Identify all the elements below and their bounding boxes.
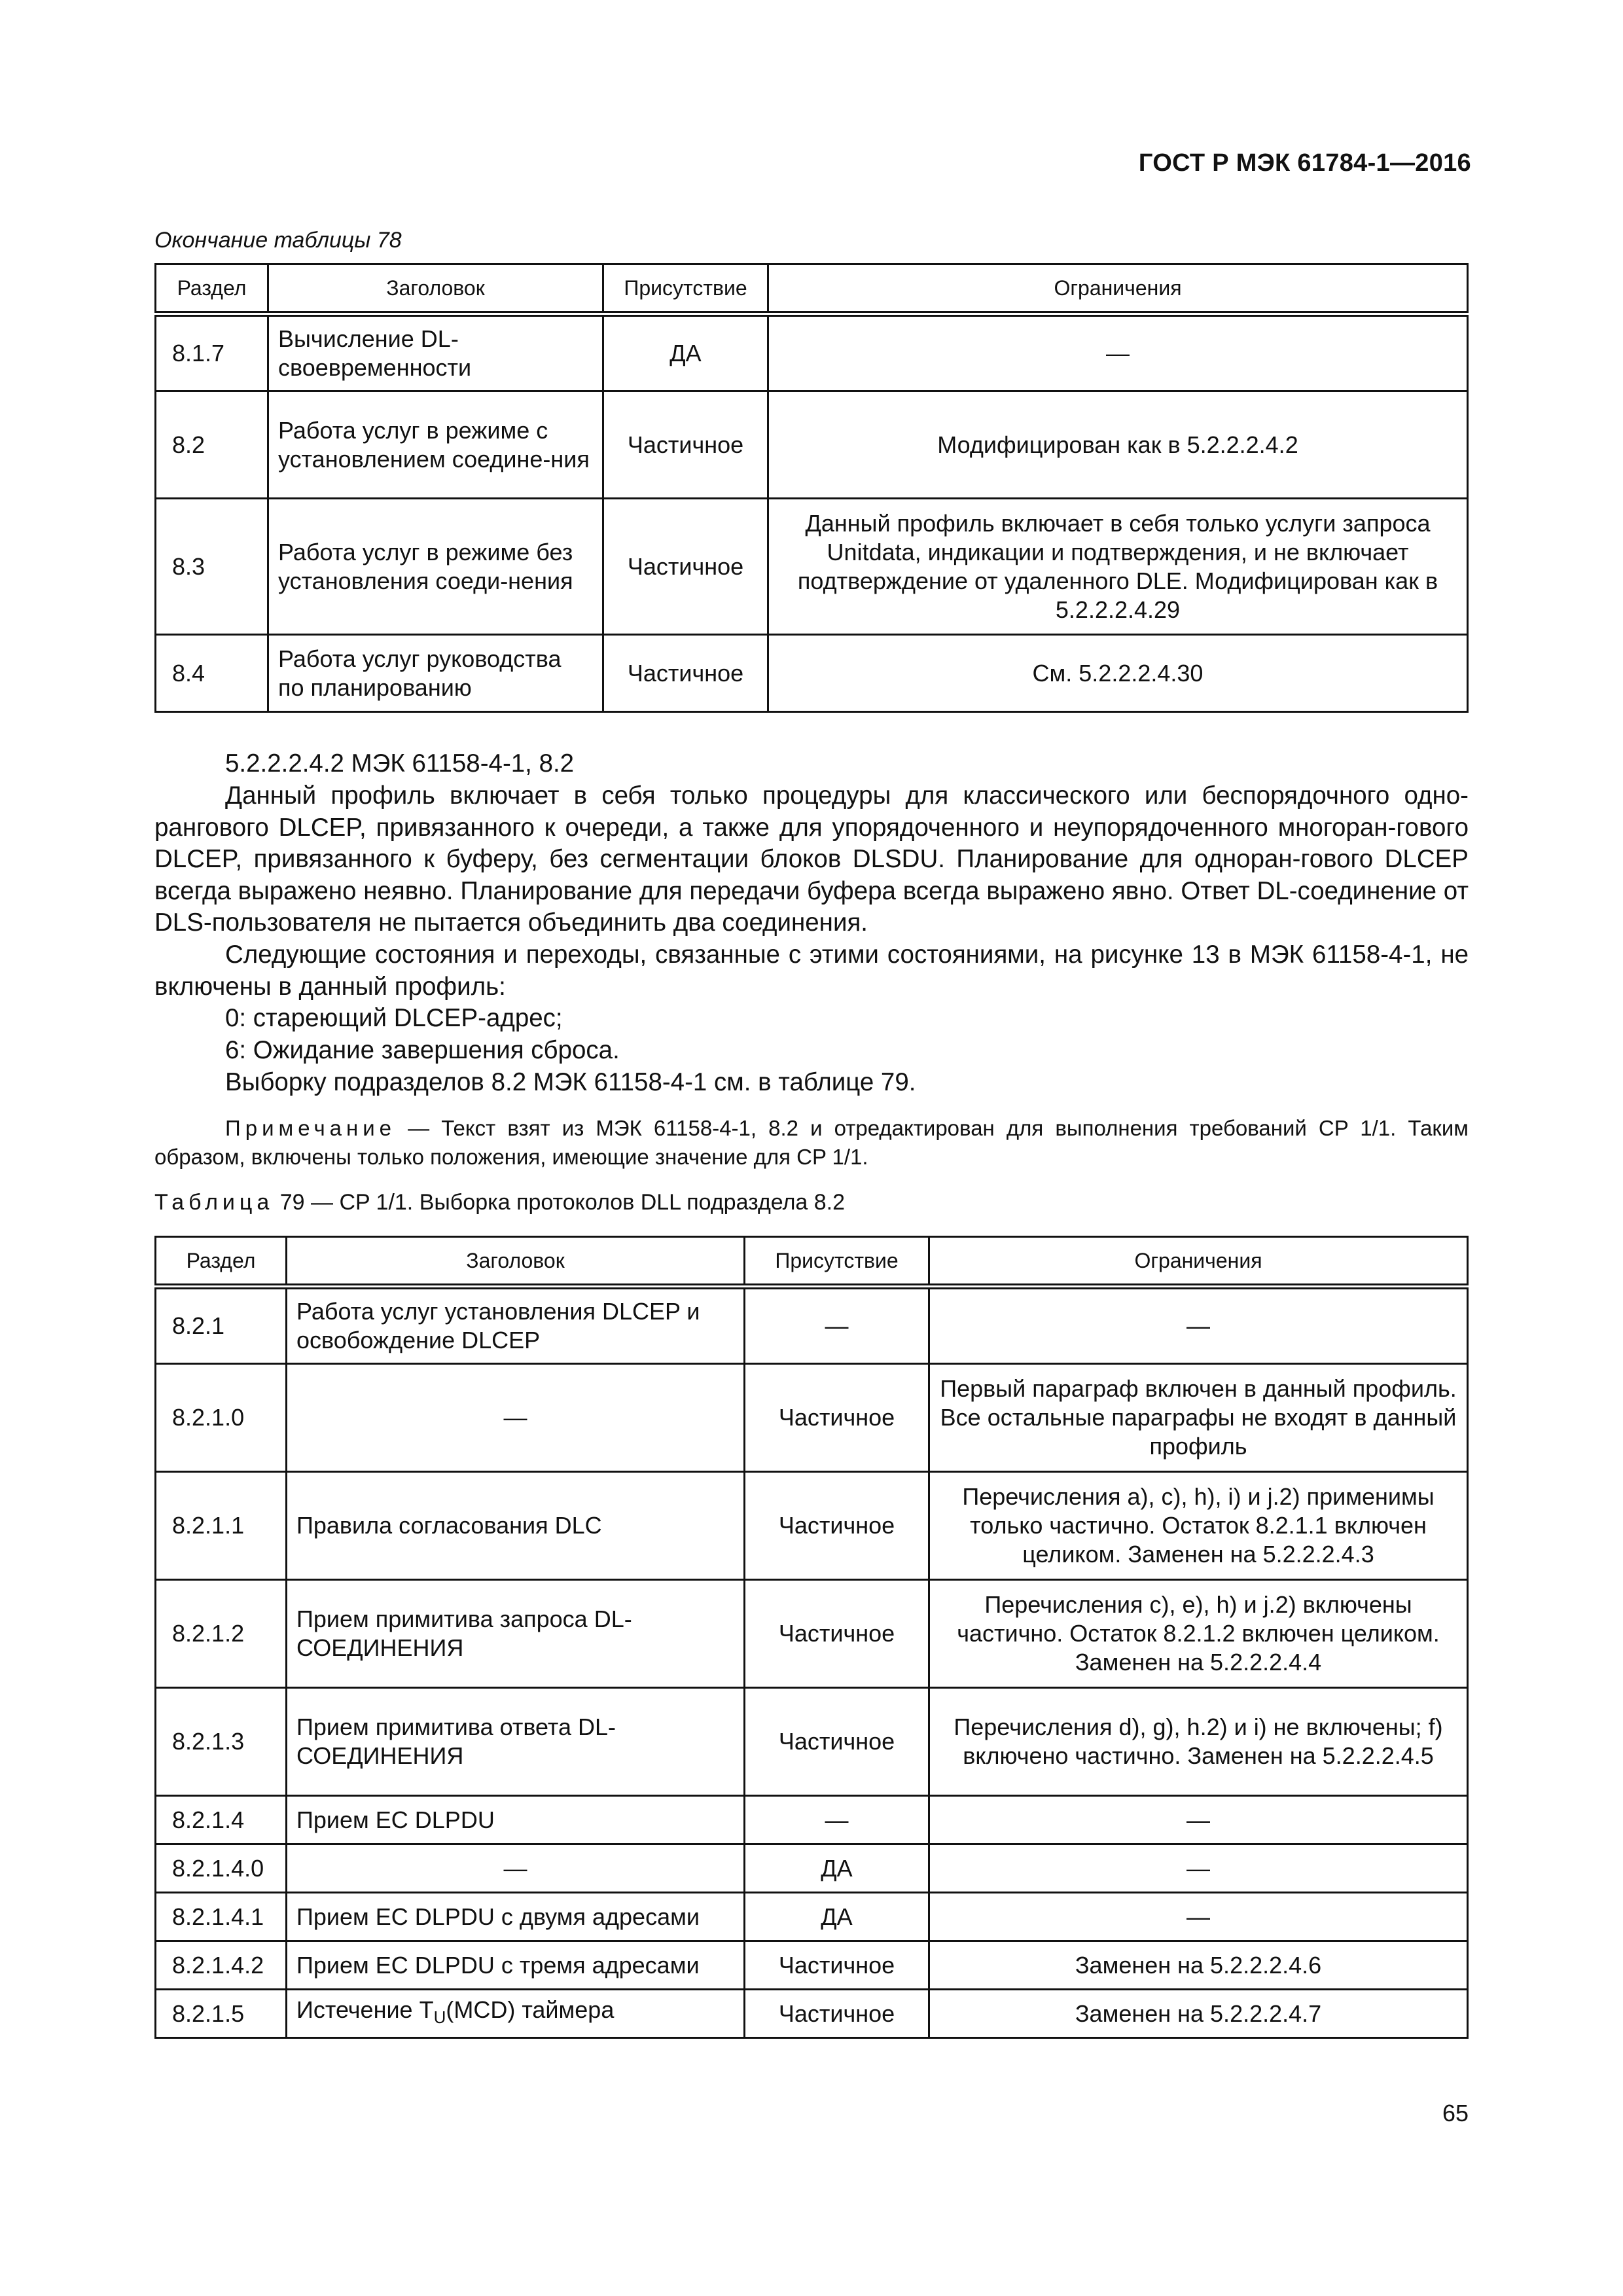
column-header-title: Заголовок bbox=[268, 264, 603, 314]
cell-title-subscript: U bbox=[433, 2007, 446, 2027]
cell-presence: Частичное bbox=[745, 1941, 929, 1990]
page-number: 65 bbox=[1442, 2100, 1469, 2126]
table-row bbox=[156, 391, 1468, 499]
cell-section: 8.2.1.3 bbox=[156, 1688, 287, 1796]
cell-limits: Перечисления a), c), h), i) и j.2) применимы только частично. Остаток 8.2.1.1 включен целиком. Заменен на 5.2.2.2.4.3 bbox=[929, 1472, 1468, 1580]
cell-limits: — bbox=[768, 314, 1468, 391]
cell-limits: Перечисления c), e), h) и j.2) включены частично. Остаток 8.2.1.2 включен целиком. Заменен на 5.2.2.2.4.4 bbox=[929, 1580, 1468, 1688]
cell-limits: — bbox=[929, 1287, 1468, 1364]
cell-presence: Частичное bbox=[603, 499, 768, 635]
cell-presence: Частичное bbox=[745, 1472, 929, 1580]
cell-limits: См. 5.2.2.2.4.30 bbox=[768, 635, 1468, 712]
cell-presence: Частичное bbox=[603, 391, 768, 499]
table-row bbox=[156, 1844, 1468, 1893]
table-row bbox=[156, 499, 1468, 635]
cell-section: 8.4 bbox=[156, 635, 268, 712]
cell-limits: Перечисления d), g), h.2) и i) не включены; f) включено частично. Заменен на 5.2.2.2.4.5 bbox=[929, 1688, 1468, 1796]
column-header-presence: Присутствие bbox=[603, 264, 768, 314]
table-row bbox=[156, 314, 1468, 391]
paragraph: Данный профиль включает в себя только процедуры для классического или беспорядочного одно-рангового DLCEP, привязанного к очереди, а также для упорядоченного и неупорядоченного многоран-гового DLCEP, привязанного к буферу, без сегментации блоков DLSDU. Планирование для одноран-гового DLCEP всегда выражено неявно. Планирование для передачи буфера всегда выражено явно. Ответ DL-соединение от DLS-пользователя не пытается объединить два соединения. bbox=[154, 781, 1469, 937]
table-79 bbox=[154, 1236, 1469, 2039]
cell-presence: ДА bbox=[745, 1893, 929, 1941]
table-row bbox=[156, 1796, 1468, 1844]
cell-section: 8.2.1.2 bbox=[156, 1580, 287, 1688]
cell-title-text: Истечение T bbox=[296, 1996, 434, 2023]
cell-presence: Частичное bbox=[745, 1990, 929, 2038]
cell-presence: ДА bbox=[745, 1844, 929, 1893]
note-text: — Текст взят из МЭК 61158-4-1, 8.2 и отредактирован для выполнения требований CP 1/1. Таким образом, включены только положения, имеющие значение для CP 1/1. bbox=[154, 1116, 1469, 1169]
cell-section: 8.2.1.4.1 bbox=[156, 1893, 287, 1941]
cell-presence: ДА bbox=[603, 314, 768, 391]
cell-limits: — bbox=[929, 1893, 1468, 1941]
table-row bbox=[156, 1580, 1468, 1688]
table-header-row bbox=[156, 1237, 1468, 1287]
cell-section: 8.2.1.4.0 bbox=[156, 1844, 287, 1893]
column-header-section: Раздел bbox=[156, 1237, 287, 1287]
cell-title: Прием примитива ответа DL-СОЕДИНЕНИЯ bbox=[287, 1688, 745, 1796]
table-row bbox=[156, 1893, 1468, 1941]
column-header-section: Раздел bbox=[156, 264, 268, 314]
cell-section: 8.1.7 bbox=[156, 314, 268, 391]
table-row bbox=[156, 635, 1468, 712]
cell-limits: Заменен на 5.2.2.2.4.6 bbox=[929, 1941, 1468, 1990]
table-row bbox=[156, 1990, 1468, 2038]
cell-title: Прием EC DLPDU с тремя адресами bbox=[287, 1941, 745, 1990]
cell-section: 8.2.1.0 bbox=[156, 1364, 287, 1472]
cell-title: Вычисление DL-своевременности bbox=[268, 314, 603, 391]
cell-presence: Частичное bbox=[745, 1580, 929, 1688]
cell-title: Правила согласования DLC bbox=[287, 1472, 745, 1580]
table-78-caption: Окончание таблицы 78 bbox=[154, 228, 402, 253]
paragraph: Следующие состояния и переходы, связанные с этими состояниями, на рисунке 13 в МЭК 61158-4-1, не включены в данный профиль: bbox=[154, 941, 1469, 1001]
table-79-caption bbox=[154, 1190, 845, 1215]
document-id: ГОСТ Р МЭК 61784-1—2016 bbox=[1138, 149, 1471, 177]
column-header-presence: Присутствие bbox=[745, 1237, 929, 1287]
cell-limits: Данный профиль включает в себя только услуги запроса Unitdata, индикации и подтверждения, и не включает подтверждение от удаленного DLE. Модифицирован как в 5.2.2.2.4.29 bbox=[768, 499, 1468, 635]
table-row bbox=[156, 1941, 1468, 1990]
table-79-caption-label: Таблица bbox=[154, 1190, 274, 1215]
table-78 bbox=[154, 263, 1469, 713]
cell-title bbox=[287, 1990, 745, 2038]
table-79-caption-text: 79 — CP 1/1. Выборка протоколов DLL подраздела 8.2 bbox=[274, 1190, 846, 1215]
cell-presence: Частичное bbox=[603, 635, 768, 712]
cell-title: Работа услуг в режиме с установлением соедине-ния bbox=[268, 391, 603, 499]
cell-section: 8.2.1.4 bbox=[156, 1796, 287, 1844]
paragraph: Выборку подразделов 8.2 МЭК 61158-4-1 см. в таблице 79. bbox=[225, 1068, 916, 1096]
cell-title: Прием примитива запроса DL-СОЕДИНЕНИЯ bbox=[287, 1580, 745, 1688]
cell-title: — bbox=[287, 1844, 745, 1893]
note bbox=[154, 1114, 1469, 1172]
cell-presence: Частичное bbox=[745, 1688, 929, 1796]
cell-section: 8.2.1.4.2 bbox=[156, 1941, 287, 1990]
table-header-row bbox=[156, 264, 1468, 314]
cell-title: — bbox=[287, 1364, 745, 1472]
cell-title-text: (MCD) таймера bbox=[446, 1996, 615, 2023]
column-header-title: Заголовок bbox=[287, 1237, 745, 1287]
cell-section: 8.2 bbox=[156, 391, 268, 499]
cell-presence: — bbox=[745, 1287, 929, 1364]
cell-limits: Заменен на 5.2.2.2.4.7 bbox=[929, 1990, 1468, 2038]
table-row bbox=[156, 1364, 1468, 1472]
table-row bbox=[156, 1472, 1468, 1580]
section-heading: 5.2.2.2.4.2 МЭК 61158-4-1, 8.2 bbox=[225, 749, 575, 778]
cell-limits: Первый параграф включен в данный профиль. Все остальные параграфы не входят в данный профиль bbox=[929, 1364, 1468, 1472]
list-item: 0: стареющий DLCEP-адрес; bbox=[225, 1004, 563, 1032]
table-row bbox=[156, 1688, 1468, 1796]
column-header-limits: Ограничения bbox=[929, 1237, 1468, 1287]
cell-title: Работа услуг в режиме без установления соеди-нения bbox=[268, 499, 603, 635]
cell-title: Работа услуг установления DLCEP и освобождение DLCEP bbox=[287, 1287, 745, 1364]
cell-presence: Частичное bbox=[745, 1364, 929, 1472]
cell-title: Прием EC DLPDU с двумя адресами bbox=[287, 1893, 745, 1941]
cell-title: Прием EC DLPDU bbox=[287, 1796, 745, 1844]
cell-section: 8.2.1.1 bbox=[156, 1472, 287, 1580]
cell-title: Работа услуг руководства по планированию bbox=[268, 635, 603, 712]
cell-section: 8.2.1 bbox=[156, 1287, 287, 1364]
list-item: 6: Ожидание завершения сброса. bbox=[225, 1036, 620, 1064]
cell-limits: Модифицирован как в 5.2.2.2.4.2 bbox=[768, 391, 1468, 499]
column-header-limits: Ограничения bbox=[768, 264, 1468, 314]
cell-limits: — bbox=[929, 1796, 1468, 1844]
cell-limits: — bbox=[929, 1844, 1468, 1893]
cell-section: 8.3 bbox=[156, 499, 268, 635]
cell-section: 8.2.1.5 bbox=[156, 1990, 287, 2038]
cell-presence: — bbox=[745, 1796, 929, 1844]
table-row bbox=[156, 1287, 1468, 1364]
note-label: Примечание bbox=[225, 1116, 397, 1140]
